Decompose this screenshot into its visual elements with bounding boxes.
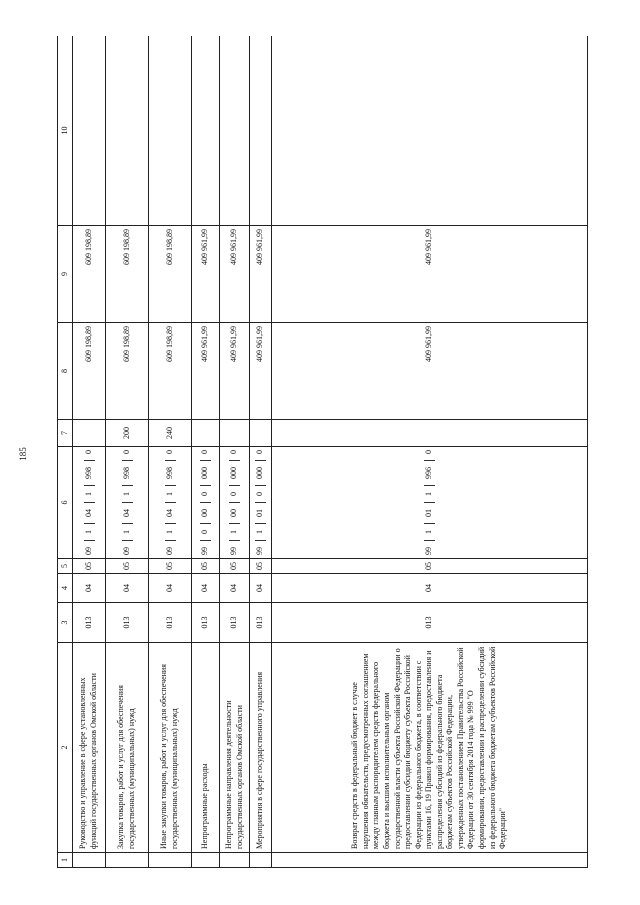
kbs-part: 0 (83, 450, 93, 454)
table-row (220, 36, 250, 868)
kbs-part: 01 (424, 509, 434, 517)
expense-type-code (192, 420, 220, 447)
section-code: 04 (192, 574, 220, 603)
kbs-part: 04 (121, 509, 131, 517)
kbs-separator (200, 523, 211, 524)
row-name: Непрограммные направления деятельности государственных органов Омской области (220, 643, 250, 853)
column-number: 2 (58, 643, 73, 853)
kbs-part: 0 (200, 450, 210, 454)
kbs-part: 0 (229, 450, 239, 454)
kbs-part: 01 (255, 509, 265, 517)
kbs-part: 04 (83, 509, 93, 517)
kbs-separator (424, 502, 435, 503)
row-name: Руководство и управление в сфере установленных функций государственных органов Омской области (73, 643, 106, 853)
kbs-separator (84, 540, 95, 541)
amount-col9: 609 198,89 (106, 226, 149, 323)
value-col10 (149, 36, 192, 226)
amount-col8: 609 198,89 (149, 323, 192, 420)
amount-col8: 609 198,89 (73, 323, 106, 420)
page-number: 185 (18, 447, 28, 461)
value-col10 (220, 36, 250, 226)
kbs-separator (424, 523, 435, 524)
kbs-separator (255, 502, 266, 503)
kbs-part: 1 (424, 530, 434, 534)
kbs-part: 0 (121, 450, 131, 454)
kbs-part: 99 (229, 547, 239, 555)
table-row (272, 36, 588, 868)
subsection-code: 05 (220, 559, 250, 574)
kbs-part: 04 (164, 509, 174, 517)
amount-col9: 609 198,89 (149, 226, 192, 323)
empty-cell (149, 853, 192, 868)
amount-col8: 609 198,89 (106, 323, 149, 420)
kbs-part: 09 (121, 547, 131, 555)
kbs-separator (122, 460, 133, 461)
kbs-part: 0 (255, 450, 265, 454)
subsection-code: 05 (106, 559, 149, 574)
kbs-separator (229, 485, 240, 486)
column-number: 6 (58, 447, 73, 559)
kbs-part: 1 (424, 492, 434, 496)
row-name: Закупка товаров, работ и услуг для обеспечения государственных (муниципальных) нужд (106, 643, 149, 853)
kbs-part: 1 (83, 492, 93, 496)
target-article-code (272, 447, 588, 559)
budget-table (57, 36, 588, 868)
kbs-separator (255, 540, 266, 541)
target-article-code (192, 447, 220, 559)
table-row (192, 36, 220, 868)
kbs-separator (165, 485, 176, 486)
section-code: 04 (106, 574, 149, 603)
target-article-code (149, 447, 192, 559)
kbs-separator (122, 523, 133, 524)
amount-col9: 409 961,99 (220, 226, 250, 323)
kbs-part: 000 (229, 467, 239, 479)
section-code: 04 (149, 574, 192, 603)
kbs-part: 0 (200, 530, 210, 534)
ministry-code: 013 (149, 603, 192, 643)
amount-col9: 409 961,99 (192, 226, 220, 323)
kbs-part: 1 (121, 530, 131, 534)
subsection-code: 05 (73, 559, 106, 574)
amount-col9: 409 961,99 (250, 226, 272, 323)
amount-col8: 409 961,99 (192, 323, 220, 420)
kbs-part: 998 (83, 467, 93, 479)
table-row (149, 36, 192, 868)
expense-type-code (220, 420, 250, 447)
empty-cell (220, 853, 250, 868)
ministry-code: 013 (106, 603, 149, 643)
ministry-code: 013 (250, 603, 272, 643)
kbs-separator (165, 523, 176, 524)
empty-cell (73, 853, 106, 868)
expense-type-code (272, 420, 588, 447)
kbs-separator (424, 540, 435, 541)
kbs-part: 1 (83, 530, 93, 534)
table-container (57, 36, 618, 868)
expense-type-code: 240 (149, 420, 192, 447)
ministry-code: 013 (272, 603, 588, 643)
kbs-part: 000 (255, 467, 265, 479)
kbs-part: 1 (229, 530, 239, 534)
kbs-part: 1 (255, 530, 265, 534)
column-number: 4 (58, 574, 73, 603)
expense-type-code (250, 420, 272, 447)
row-name: Иные закупки товаров, работ и услуг для обеспечения государственных (муниципальных) нужд (149, 643, 192, 853)
kbs-part: 1 (164, 492, 174, 496)
column-number: 3 (58, 603, 73, 643)
column-number: 10 (58, 36, 73, 226)
kbs-part: 09 (83, 547, 93, 555)
table-row (73, 36, 106, 868)
rotated-page (57, 36, 618, 868)
subsection-code: 05 (192, 559, 220, 574)
row-name: Мероприятия в сфере государственного управления (250, 643, 272, 853)
kbs-part: 0 (229, 492, 239, 496)
kbs-separator (122, 485, 133, 486)
row-name: Непрограммные расходы (192, 643, 220, 853)
column-number: 5 (58, 559, 73, 574)
value-col10 (250, 36, 272, 226)
target-article-code (250, 447, 272, 559)
subsection-code: 05 (149, 559, 192, 574)
section-code: 04 (272, 574, 588, 603)
kbs-part: 1 (121, 492, 131, 496)
target-article-code (106, 447, 149, 559)
kbs-part: 998 (164, 467, 174, 479)
expense-type-code (73, 420, 106, 447)
column-number: 7 (58, 420, 73, 447)
kbs-part: 99 (200, 547, 210, 555)
value-col10 (192, 36, 220, 226)
kbs-separator (84, 460, 95, 461)
kbs-separator (229, 460, 240, 461)
column-number: 1 (58, 853, 73, 868)
kbs-separator (229, 540, 240, 541)
kbs-separator (229, 502, 240, 503)
kbs-separator (122, 502, 133, 503)
section-code: 04 (220, 574, 250, 603)
kbs-part: 00 (200, 509, 210, 517)
amount-col8: 409 961,99 (220, 323, 250, 420)
kbs-separator (200, 540, 211, 541)
empty-cell (272, 853, 588, 868)
subsection-code: 05 (250, 559, 272, 574)
kbs-separator (165, 460, 176, 461)
kbs-separator (424, 460, 435, 461)
value-col10 (73, 36, 106, 226)
table-row (250, 36, 272, 868)
section-code: 04 (250, 574, 272, 603)
kbs-separator (200, 485, 211, 486)
kbs-separator (200, 460, 211, 461)
value-col10 (106, 36, 149, 226)
target-article-code (73, 447, 106, 559)
amount-col8: 409 961,99 (272, 323, 588, 420)
kbs-part: 998 (121, 467, 131, 479)
kbs-separator (255, 485, 266, 486)
kbs-separator (255, 460, 266, 461)
ministry-code: 013 (73, 603, 106, 643)
column-number: 8 (58, 323, 73, 420)
kbs-part: 09 (164, 547, 174, 555)
amount-col9: 409 961,99 (272, 226, 588, 323)
empty-cell (192, 853, 220, 868)
target-article-code (220, 447, 250, 559)
kbs-part: 0 (424, 450, 434, 454)
value-col10 (272, 36, 588, 226)
amount-col9: 609 198,89 (73, 226, 106, 323)
kbs-part: 0 (164, 450, 174, 454)
kbs-part: 00 (229, 509, 239, 517)
empty-cell (106, 853, 149, 868)
kbs-part: 99 (255, 547, 265, 555)
kbs-part: 0 (255, 492, 265, 496)
empty-cell (250, 853, 272, 868)
kbs-separator (200, 502, 211, 503)
column-number: 9 (58, 226, 73, 323)
kbs-part: 0 (200, 492, 210, 496)
expense-type-code: 200 (106, 420, 149, 447)
ministry-code: 013 (192, 603, 220, 643)
amount-col8: 409 961,99 (250, 323, 272, 420)
kbs-part: 000 (200, 467, 210, 479)
kbs-separator (165, 540, 176, 541)
table-row (106, 36, 149, 868)
subsection-code: 05 (272, 559, 588, 574)
row-name: Возврат средств в федеральный бюджет в случае нарушения обязательств, предусмотренных соглашением между главным распорядителем средств федерального бюджета и высшим исполнительным органом государственной власти субъекта Российской Федерации о предоставлении субсидии бюджету субъекта Российской Федерации из федерального бюджета, в соответствии с пунктами 16, 19 Правил формирования, предоставления и распределения субсидий из федерального бюджета бюджетам субъектов Российской Федерации, утвержденных постановлением Правительства Российской Федерации от 30 сентября 2014 года № 999 "О формировании, предоставлении и распределении субсидий из федерального бюджета бюджетам субъектов Российской Федерации" (272, 643, 588, 853)
kbs-separator (229, 523, 240, 524)
kbs-separator (165, 502, 176, 503)
kbs-separator (84, 502, 95, 503)
kbs-separator (84, 523, 95, 524)
kbs-separator (84, 485, 95, 486)
kbs-part: 996 (424, 467, 434, 479)
column-number-row (58, 36, 73, 868)
section-code: 04 (73, 574, 106, 603)
kbs-separator (255, 523, 266, 524)
kbs-separator (122, 540, 133, 541)
kbs-part: 1 (164, 530, 174, 534)
kbs-separator (424, 485, 435, 486)
ministry-code: 013 (220, 603, 250, 643)
kbs-part: 99 (424, 547, 434, 555)
